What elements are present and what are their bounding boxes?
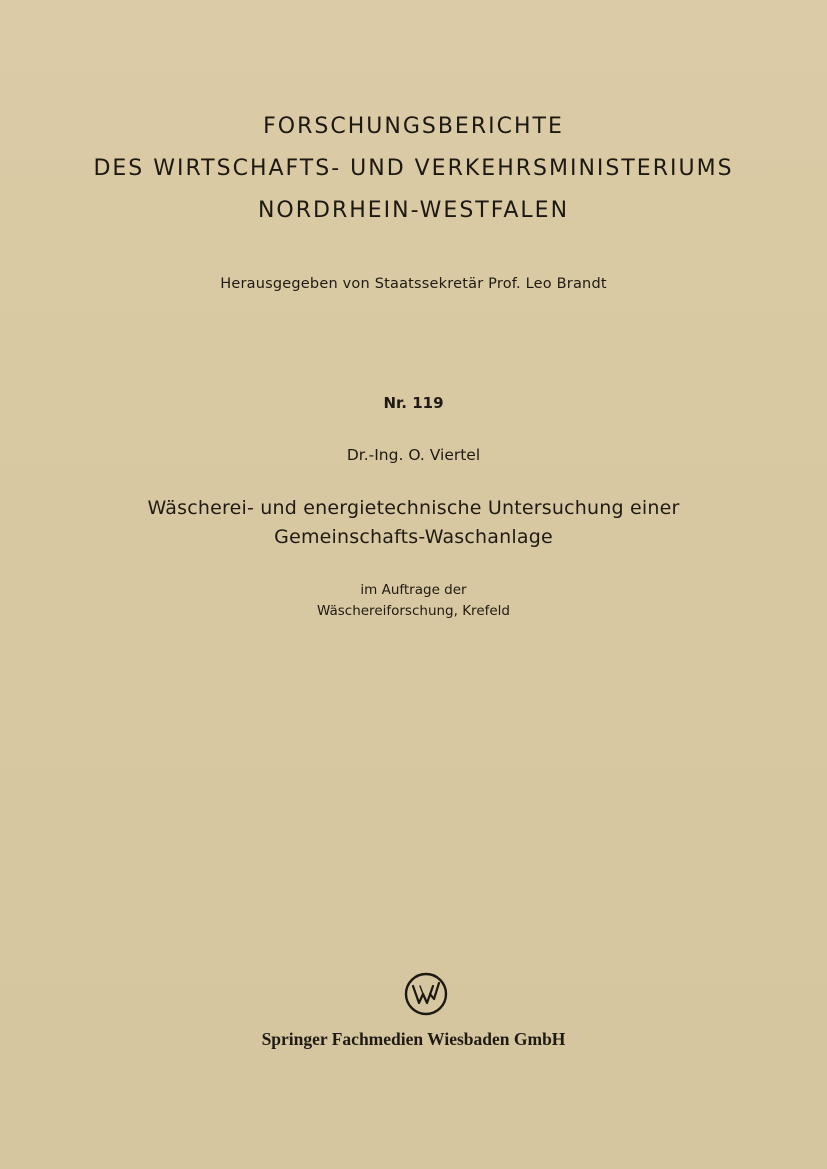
commission-line-2: Wäschereiforschung, Krefeld [316,603,510,619]
series-title-line-3: NORDRHEIN-WESTFALEN [257,198,570,223]
publisher-name: Springer Fachmedien Wiesbaden GmbH [261,1029,566,1049]
commission-line-1: im Auftrage der [360,582,467,598]
springer-vieweg-logo-icon [404,972,448,1016]
book-title-line-1: Wäscherei- und energietechnische Untersuchung einer [147,497,680,519]
series-title-line-2: DES WIRTSCHAFTS- UND VERKEHRSMINISTERIUMS [93,156,734,181]
series-title-line-1: FORSCHUNGSBERICHTE [263,114,564,139]
volume-number: Nr. 119 [383,394,444,412]
author-name: Dr.-Ing. O. Viertel [346,446,481,464]
book-title-line-2: Gemeinschafts-Waschanlage [274,526,553,548]
editor-line: Herausgegeben von Staatssekretär Prof. Leo Brandt [220,276,607,292]
